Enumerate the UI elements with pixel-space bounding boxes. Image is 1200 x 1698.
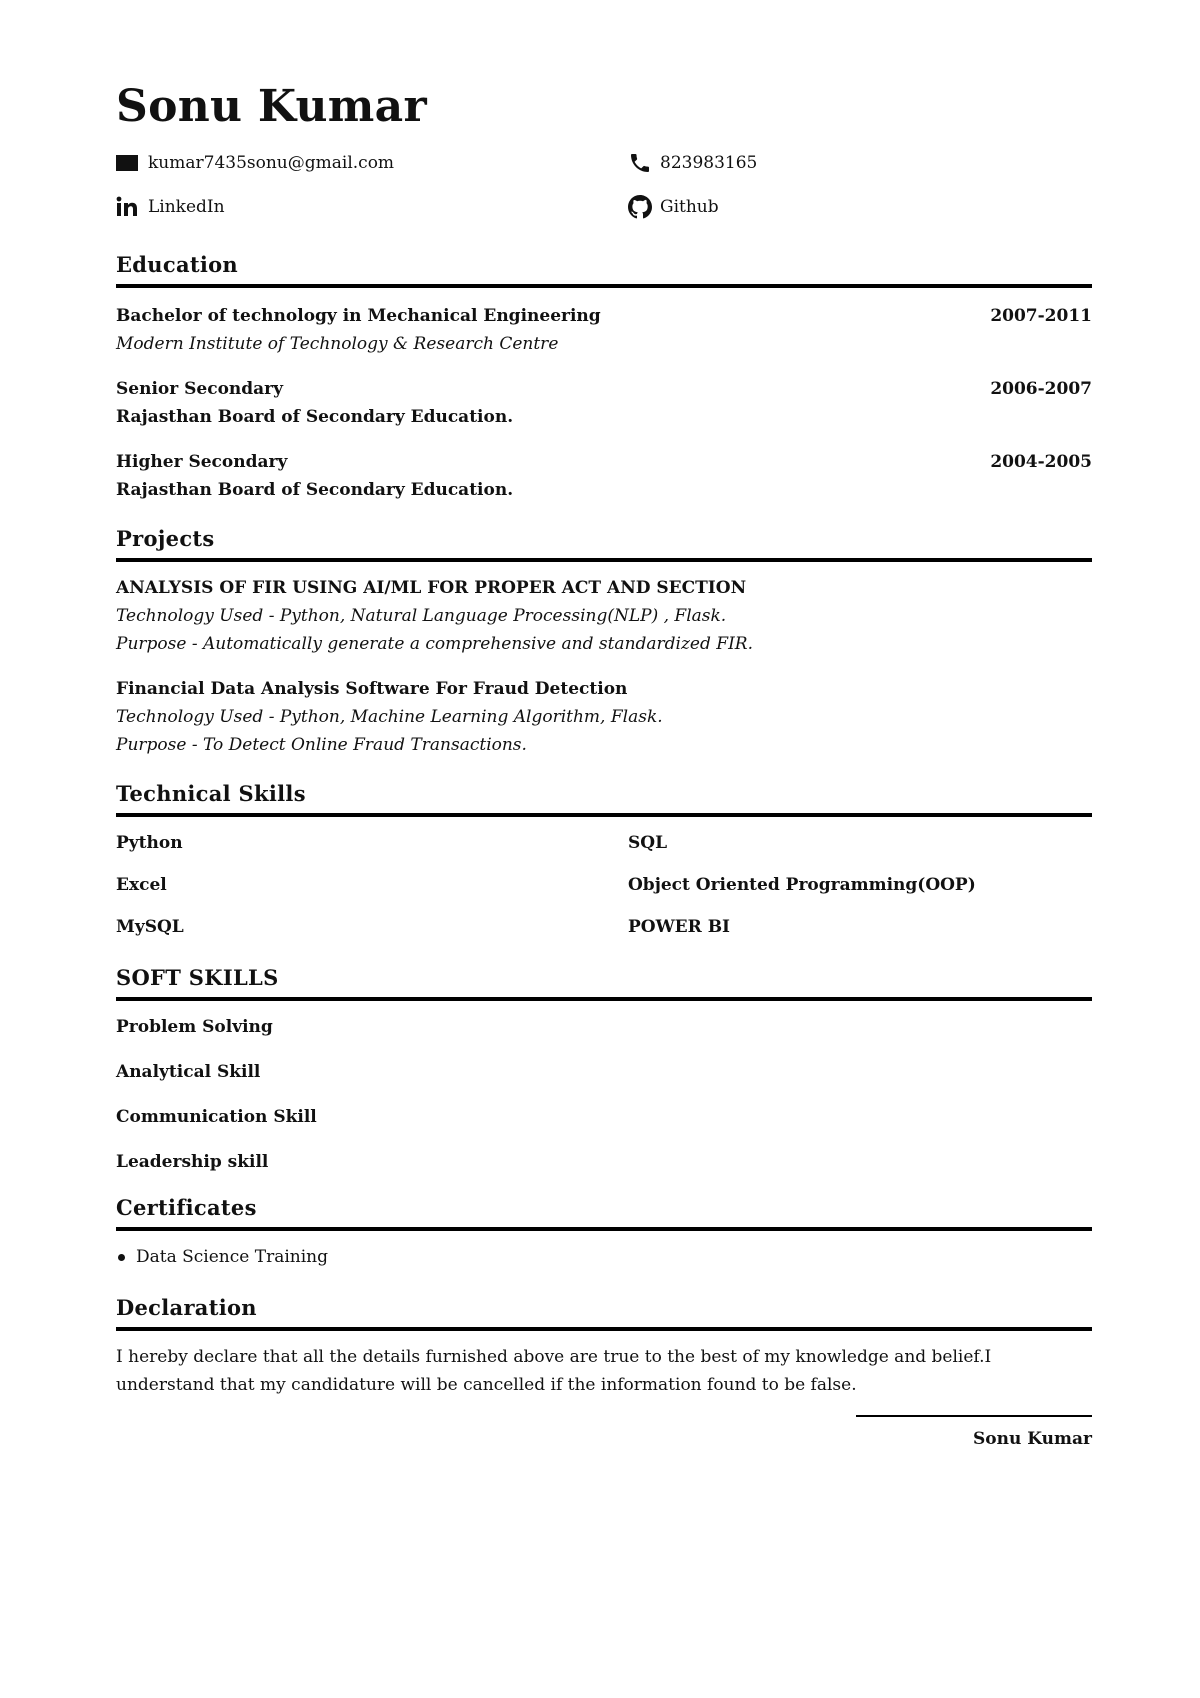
education-institution: Modern Institute of Technology & Research Centre (116, 334, 559, 354)
section-title-technical-skills: Technical Skills (116, 781, 306, 806)
soft-skills-section (116, 963, 1092, 1176)
linkedin-link[interactable]: LinkedIn (148, 197, 225, 217)
project-purpose: Purpose - Automatically generate a comprehensive and standardized FIR. (116, 634, 753, 654)
github-contact[interactable] (628, 192, 1092, 222)
skill-item: SQL (628, 833, 668, 853)
project-name: ANALYSIS OF FIR USING AI/ML FOR PROPER ACT AND SECTION (116, 578, 747, 598)
certificate-name: Data Science Training (136, 1247, 328, 1267)
section-divider (116, 813, 1092, 817)
education-entry (116, 302, 1092, 358)
declaration-section (116, 1293, 1092, 1449)
soft-skills-list (116, 1013, 1092, 1176)
github-link[interactable]: Github (660, 197, 719, 217)
certificates-section (116, 1193, 1092, 1271)
section-title-certificates: Certificates (116, 1195, 257, 1220)
technical-skills-list (116, 829, 1092, 941)
section-divider (116, 1227, 1092, 1231)
project-name: Financial Data Analysis Software For Fraud Detection (116, 679, 628, 699)
skill-item: Object Oriented Programming(OOP) (628, 875, 976, 895)
candidate-name: Sonu Kumar (116, 81, 427, 132)
skill-item: Excel (116, 875, 167, 895)
linkedin-icon (116, 195, 140, 219)
declaration-text: I hereby declare that all the details furnished above are true to the best of my knowledge and belief.I understand that my candidature will be cancelled if the information found to be false. (116, 1347, 992, 1395)
linkedin-contact[interactable] (116, 192, 628, 222)
section-title-education: Education (116, 252, 239, 277)
projects-section (116, 524, 1092, 759)
education-dates: 2007-2011 (990, 306, 1092, 326)
signature-name: Sonu Kumar (973, 1429, 1092, 1449)
phone-icon (628, 151, 652, 175)
signature-line (856, 1415, 1092, 1417)
education-degree: Higher Secondary (116, 452, 288, 472)
education-institution: Rajasthan Board of Secondary Education. (116, 407, 514, 427)
project-entry (116, 574, 1092, 658)
education-institution: Rajasthan Board of Secondary Education. (116, 480, 514, 500)
education-section (116, 250, 1092, 504)
section-title-declaration: Declaration (116, 1295, 257, 1320)
phone-text[interactable]: 823983165 (660, 153, 758, 173)
email-text[interactable]: kumar7435sonu@gmail.com (148, 153, 395, 173)
education-entry (116, 448, 1092, 504)
section-divider (116, 1327, 1092, 1331)
project-technology: Technology Used - Python, Natural Language Processing(NLP) , Flask. (116, 606, 727, 626)
soft-skill-item: Communication Skill (116, 1107, 317, 1127)
education-dates: 2004-2005 (990, 452, 1092, 472)
skill-item: Python (116, 833, 183, 853)
education-degree: Bachelor of technology in Mechanical Engineering (116, 306, 601, 326)
soft-skill-item: Leadership skill (116, 1152, 269, 1172)
education-entry (116, 375, 1092, 431)
envelope-icon (116, 151, 140, 175)
resume-page (116, 78, 1092, 1449)
section-divider (116, 997, 1092, 1001)
soft-skill-item: Problem Solving (116, 1017, 273, 1037)
education-degree: Senior Secondary (116, 379, 284, 399)
education-dates: 2006-2007 (990, 379, 1092, 399)
soft-skill-item: Analytical Skill (116, 1062, 261, 1082)
github-icon (628, 195, 652, 219)
project-technology: Technology Used - Python, Machine Learning Algorithm, Flask. (116, 707, 663, 727)
skill-item: POWER BI (628, 917, 731, 937)
contact-info (116, 148, 1092, 222)
technical-skills-section (116, 779, 1092, 941)
phone-contact[interactable] (628, 148, 1092, 178)
project-purpose: Purpose - To Detect Online Fraud Transactions. (116, 735, 527, 755)
section-title-projects: Projects (116, 526, 215, 551)
email-contact[interactable] (116, 148, 628, 178)
section-divider (116, 284, 1092, 288)
project-entry (116, 675, 1092, 759)
bullet-icon (118, 1254, 125, 1261)
certificate-item (116, 1243, 1092, 1271)
section-title-soft-skills: SOFT SKILLS (116, 965, 279, 990)
skill-item: MySQL (116, 917, 184, 937)
section-divider (116, 558, 1092, 562)
